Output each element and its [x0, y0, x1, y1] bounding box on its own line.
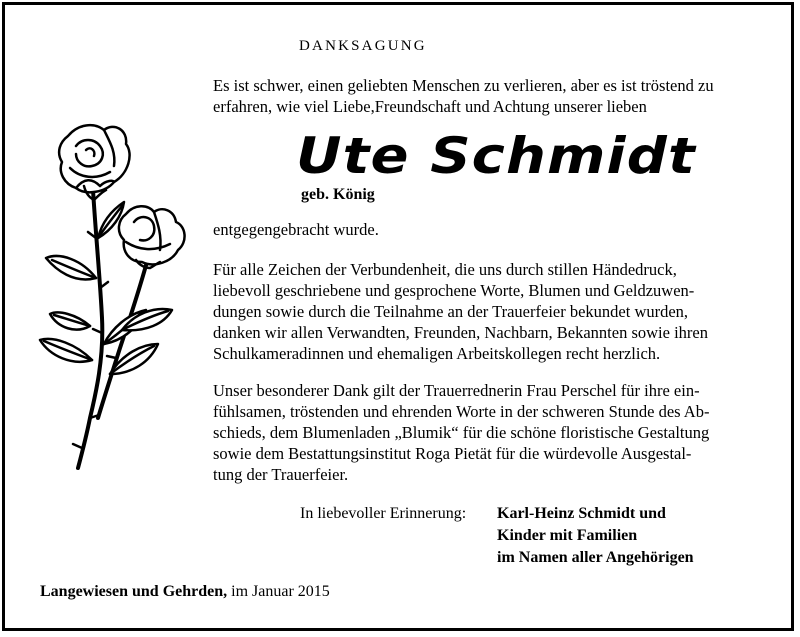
received-text: entgegengebracht wurde.: [213, 220, 379, 239]
paragraph-line: danken wir allen Verwandten, Freunden, Nachbarn, Bekannten sowie ihren: [213, 323, 708, 342]
paragraph-line: Schulkameradinnen und ehemaligen Arbeitskollegen recht herzlich.: [213, 344, 661, 363]
signatory-line: im Namen aller Angehörigen: [497, 549, 694, 566]
place-name: Langewiesen und Gehrden,: [40, 583, 228, 600]
deceased-name: Ute Schmidt: [296, 127, 696, 185]
notice-heading: DANKSAGUNG: [299, 38, 427, 54]
paragraph-line: fühlsamen, tröstenden und ehrenden Worte in der schweren Stunde des Ab-: [213, 402, 710, 421]
date-text: im Januar 2015: [231, 583, 330, 600]
special-thanks-paragraph: [213, 380, 773, 485]
signatory-line: Kinder mit Familien: [497, 527, 638, 544]
place-and-date: [40, 583, 330, 601]
intro-line: Es ist schwer, einen geliebten Menschen zu verlieren, aber es ist tröstend zu: [213, 76, 714, 95]
signatory-line: Karl-Heinz Schmidt und: [497, 505, 666, 522]
paragraph-line: dungen sowie durch die Teilnahme an der Trauerfeier bekundet wurden,: [213, 302, 689, 321]
paragraph-line: liebevoll geschriebene und gesprochene Worte, Blumen und Geldzuwen-: [213, 281, 695, 300]
intro-line: erfahren, wie viel Liebe,Freundschaft und Achtung unserer lieben: [213, 97, 647, 116]
birth-name: geb. König: [301, 186, 375, 203]
closing-label: In liebevoller Erinnerung:: [300, 505, 467, 522]
thanks-paragraph: [213, 259, 773, 364]
paragraph-line: sowie dem Bestattungsinstitut Roga Pietät für die würdevolle Ausgestal-: [213, 444, 692, 463]
paragraph-line: schieds, dem Blumenladen „Blumik“ für die schöne floristische Gestaltung: [213, 423, 710, 442]
intro-text: [213, 75, 773, 117]
paragraph-line: tung der Trauerfeier.: [213, 465, 349, 484]
paragraph-line: Für alle Zeichen der Verbundenheit, die uns durch stillen Händedruck,: [213, 260, 677, 279]
rose-illustration: [30, 118, 200, 473]
closing-signatories: [497, 503, 694, 569]
paragraph-line: Unser besonderer Dank gilt der Trauerrednerin Frau Perschel für ihre ein-: [213, 381, 700, 400]
